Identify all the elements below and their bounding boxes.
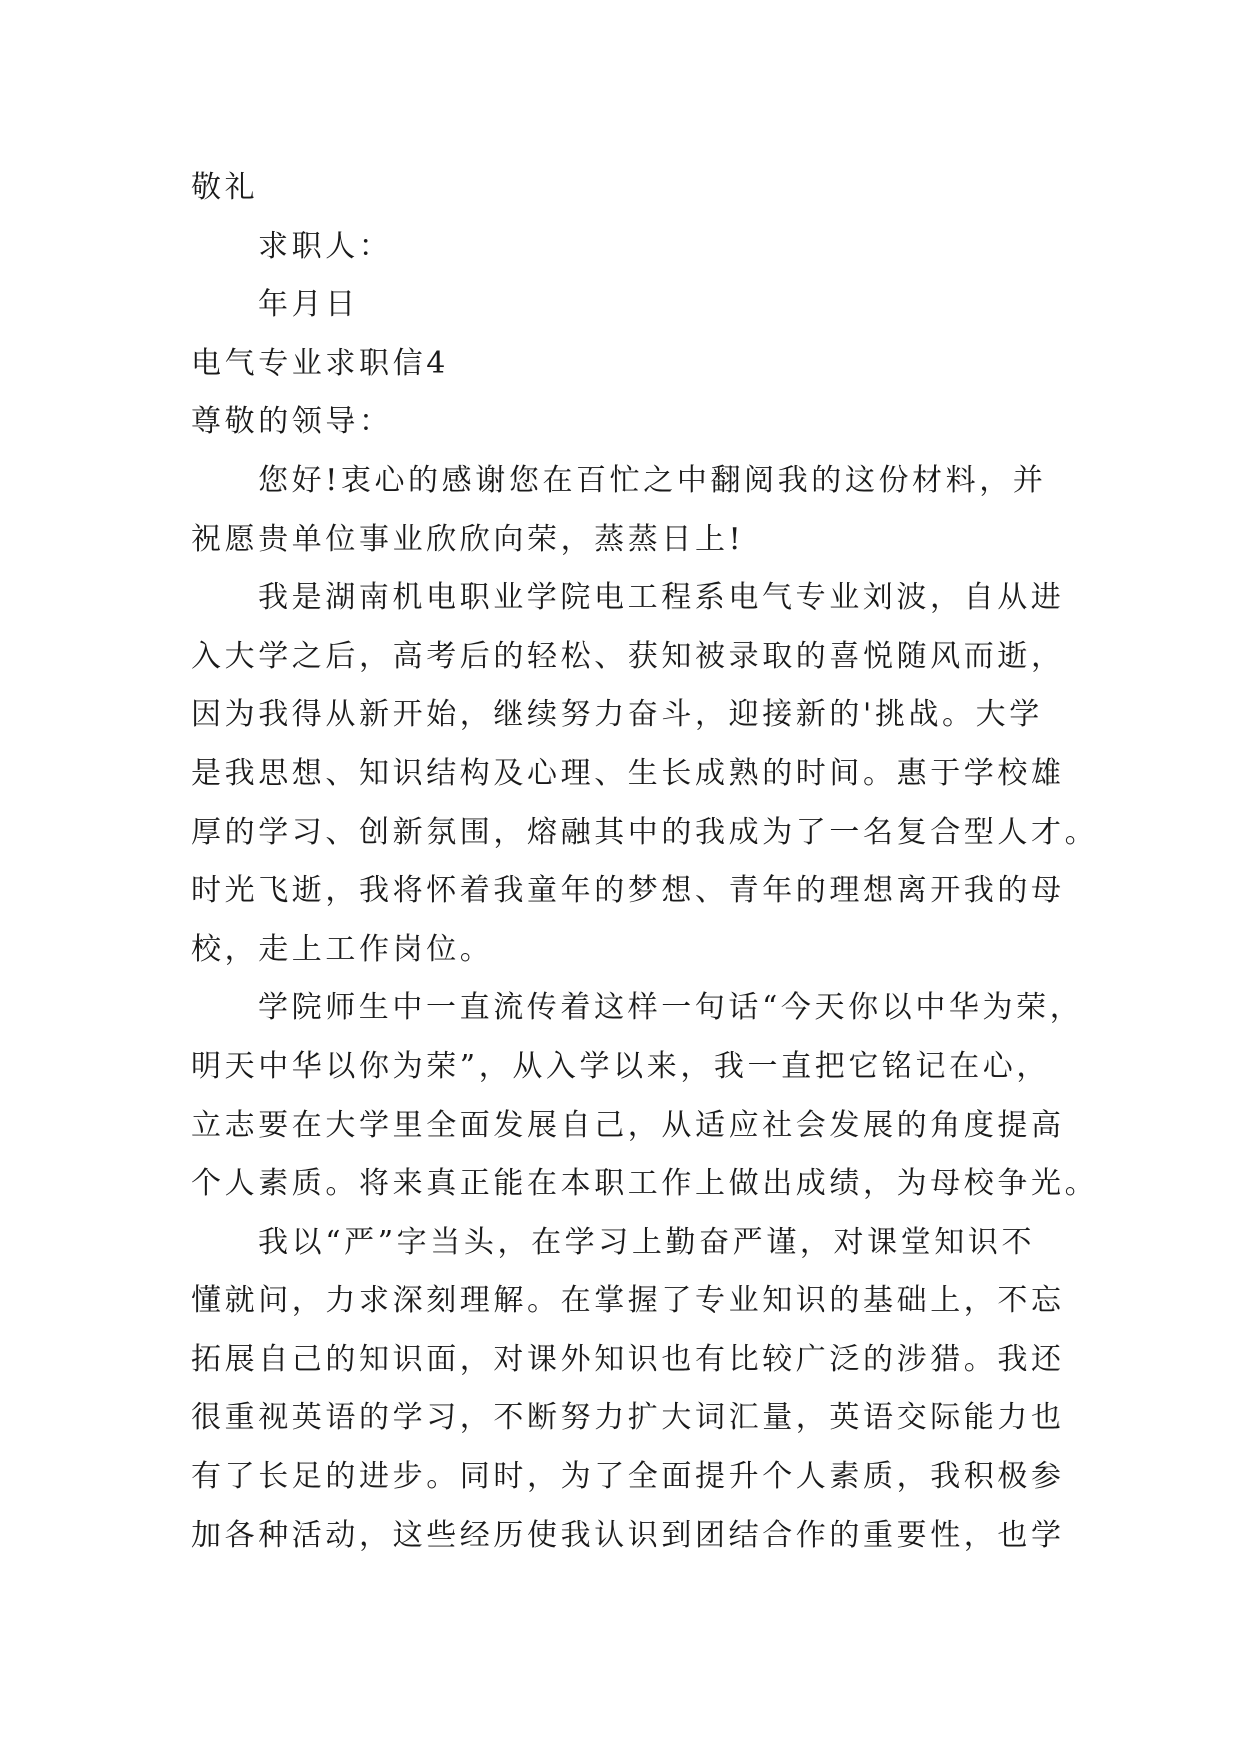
paragraph-4 bbox=[191, 1214, 1241, 1566]
paragraph-line: 校，走上工作岗位。 bbox=[191, 931, 494, 967]
paragraph-line: 我是湖南机电职业学院电工程系电气专业刘波，自从进 bbox=[258, 580, 1065, 616]
paragraph-2 bbox=[191, 569, 1241, 979]
paragraph-line: 懂就问，力求深刻理解。在掌握了专业知识的基础上，不忘 bbox=[191, 1283, 1065, 1319]
paragraph-line: 我以“严”字当头，在学习上勤奋严谨，对课堂知识不 bbox=[258, 1224, 1036, 1260]
paragraph-line: 您好!衷心的感谢您在百忙之中翻阅我的这份材料，并 bbox=[258, 462, 1047, 498]
letter-title: 电气专业求职信4 bbox=[191, 345, 449, 381]
paragraph-line: 是我思想、知识结构及心理、生长成熟的时间。惠于学校雄 bbox=[191, 755, 1065, 791]
paragraph-line: 加各种活动，这些经历使我认识到团结合作的重要性，也学 bbox=[191, 1517, 1065, 1553]
paragraph-line: 个人素质。将来真正能在本职工作上做出成绩，为母校争光。 bbox=[191, 1166, 1099, 1202]
paragraph-line: 明天中华以你为荣”，从入学以来，我一直把它铭记在心， bbox=[191, 1048, 1050, 1084]
paragraph-line: 立志要在大学里全面发展自己，从适应社会发展的角度提高 bbox=[191, 1107, 1065, 1143]
paragraph-line: 拓展自己的知识面，对课外知识也有比较广泛的涉猎。我还 bbox=[191, 1341, 1065, 1377]
paragraph-line: 学院师生中一直流传着这样一句话“今天你以中华为荣， bbox=[258, 990, 1084, 1026]
date-label: 年月日 bbox=[258, 287, 359, 323]
paragraph-3 bbox=[191, 979, 1241, 1213]
paragraph-line: 时光飞逝，我将怀着我童年的梦想、青年的理想离开我的母 bbox=[191, 873, 1065, 909]
salutation: 尊敬的领导： bbox=[191, 404, 393, 440]
paragraph-line: 入大学之后，高考后的轻松、获知被录取的喜悦随风而逝， bbox=[191, 638, 1065, 674]
paragraph-line: 因为我得从新开始，继续努力奋斗，迎接新的'挑战。大学 bbox=[191, 697, 1043, 733]
paragraph-line: 厚的学习、创新氛围，熔融其中的我成为了一名复合型人才。 bbox=[191, 814, 1099, 850]
closing-text: 敬礼 bbox=[191, 170, 259, 205]
paragraph-1 bbox=[191, 452, 1241, 569]
paragraph-line: 很重视英语的学习，不断努力扩大词汇量，英语交际能力也 bbox=[191, 1400, 1065, 1436]
paragraph-line: 祝愿贵单位事业欣欣向荣，蒸蒸日上! bbox=[191, 521, 745, 557]
signature-label: 求职人： bbox=[258, 228, 393, 264]
paragraph-line: 有了长足的进步。同时，为了全面提升个人素质，我积极参 bbox=[191, 1459, 1065, 1495]
